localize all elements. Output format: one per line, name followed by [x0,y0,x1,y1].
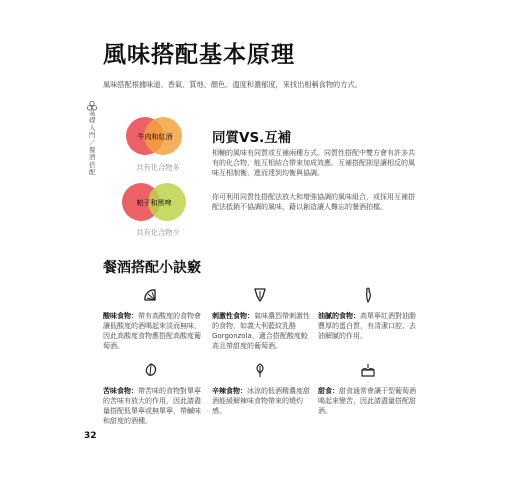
chili-pepper-icon [252,287,268,303]
side-section-label: 基礎入門／餐酒搭配 [89,109,96,177]
venn-diagram-beef-red-wine [118,114,198,159]
tip-text: 甜食通常會讓干型葡萄酒喝起來變苦，因此請盡量搭配甜酒。 [318,387,416,415]
cake-icon [360,362,376,378]
bitter-herb-icon [143,362,159,378]
intro-text: 風味搭配根據味道、香氣、質地、顏色、溫度和濃郁度，來找出相稱食物的方式。 [103,80,362,89]
section-paragraph: 相輔的風味有同質或互補兩種方式。同質性搭配中雙方會有許多共有的化合物，能互相結合帶來加成效應。互補搭配則是讓相反的風味互相制衡，進而達到均衡與協調。 [212,149,415,177]
venn-caption: 共有化合物多 [136,163,180,172]
tips-title: 餐酒搭配小訣竅 [103,260,201,276]
tip-pungent-food [212,311,314,351]
tip-fatty-food [318,311,420,341]
tip-sour-food [103,311,205,351]
tip-term: 酸味食物： [103,312,138,320]
venn-label: 帕子和黑啤 [136,199,172,207]
tip-text: 帶有高酸度的食物會讓低酸度的酒喝起來淡而無味，因此高酸度食物應搭配高酸度葡萄酒。 [103,312,201,350]
chili-pepper-icon [360,287,376,303]
venn-label: 牛肉和紅酒 [137,133,173,141]
tip-term: 刺激性食物： [212,312,254,320]
tip-sweet-food [318,386,420,416]
lettuce-leaf-icon [252,362,268,378]
page-title: 風味搭配基本原理 [103,42,295,68]
tip-text: 冰涼的低酒精濃度甜酒能緩解辣味食物帶來的燒灼感。 [212,387,310,415]
section-paragraph: 你可利用同質性搭配法放大和增強協調的風味組合，或採用互補搭配法抵銷不協調的風味，藉以創造讓人難忘的餐酒拍檔。 [212,193,415,211]
side-section-icon [87,96,97,106]
page-number: 32 [84,431,97,441]
tip-term: 油膩的食物： [318,312,360,320]
venn-caption: 共有化合物少 [136,228,180,237]
lemon-slice-icon [143,288,159,304]
tip-spicy-food [212,386,314,416]
tip-text: 帶苦味的食物對單寧的苦味有放大的作用，因此請盡量搭配低單寧或無單寧，帶鹹味和甜度的酒種。 [103,387,201,425]
section-title: 同質VS.互補 [212,130,292,146]
tip-term: 苦味食物： [103,387,138,395]
tip-text: 氣味濃烈帶刺激性的食物，如義大利藍紋乳酪Gorgonzola，適合搭配酸度較高且帶甜度的葡萄酒。 [212,312,310,350]
venn-diagram-less-shared [118,180,198,225]
tip-term: 甜食： [318,387,339,395]
tip-term: 辛辣食物： [212,387,247,395]
tip-bitter-food [103,386,205,426]
tip-text: 高單寧紅酒對油脂豐厚的蛋白質，有清潔口腔、去油解膩的作用。 [318,312,416,340]
